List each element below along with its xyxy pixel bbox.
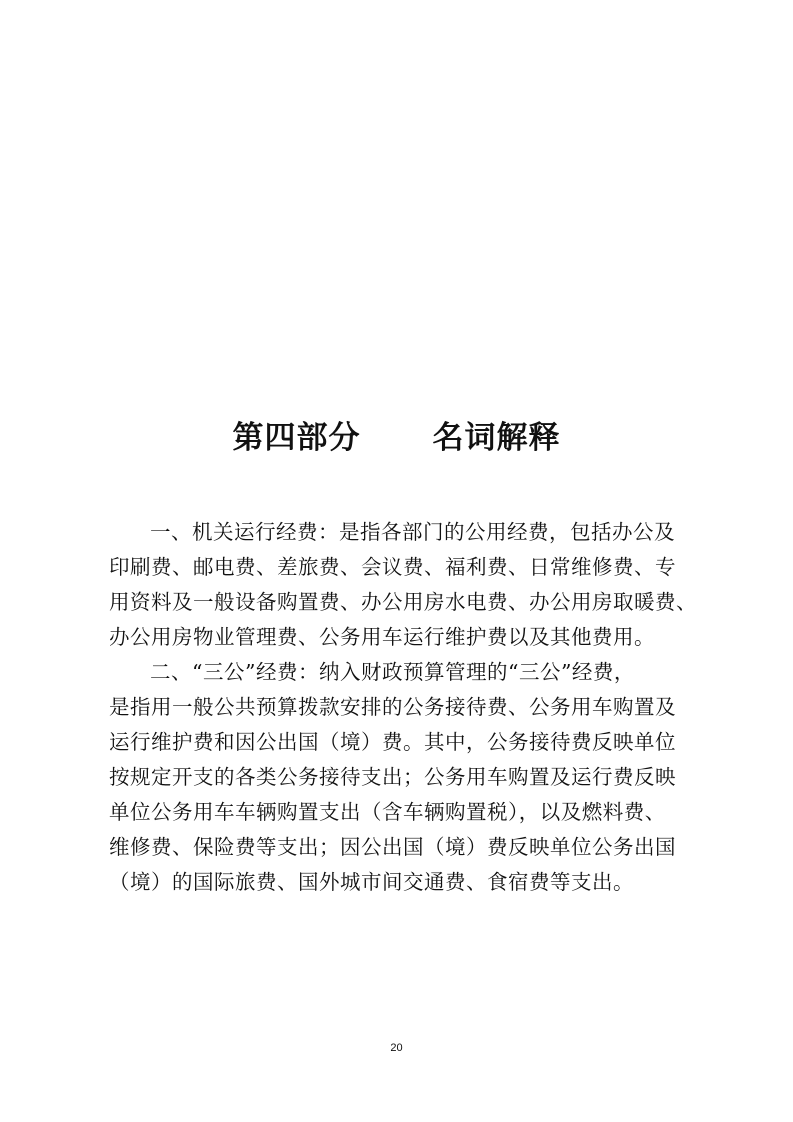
page-number: 20 bbox=[390, 1042, 403, 1054]
section-title bbox=[0, 418, 793, 458]
paragraph-line: 按规定开支的各类公务接待支出；公务用车购置及运行费反映 bbox=[109, 765, 676, 789]
body-text bbox=[109, 515, 697, 900]
paragraph-line: （境）的国际旅费、国外城市间交通费、食宿费等支出。 bbox=[109, 870, 634, 894]
paragraph-line: 维修费、保险费等支出；因公出国（境）费反映单位公务出国 bbox=[109, 835, 676, 859]
paragraph-line: 印刷费、邮电费、差旅费、会议费、福利费、日常维修费、专 bbox=[109, 555, 676, 579]
paragraph-line: 运行维护费和因公出国（境）费。其中，公务接待费反映单位 bbox=[109, 730, 676, 754]
paragraph-three-public-expenses bbox=[109, 655, 687, 900]
section-title-name: 名词解释 bbox=[432, 420, 561, 456]
paragraph-line: 办公用房物业管理费、公务用车运行维护费以及其他费用。 bbox=[109, 625, 655, 649]
paragraph-line: 单位公务用车车辆购置支出（含车辆购置税），以及燃料费、 bbox=[109, 800, 666, 824]
paragraph-line: 用资料及一般设备购置费、办公用房水电费、办公用房取暖费、 bbox=[109, 590, 697, 614]
paragraph-line: 二、“三公”经费：纳入财政预算管理的“三公”经费， bbox=[150, 660, 635, 684]
section-title-part: 第四部分 bbox=[232, 420, 361, 456]
paragraph-line: 是指用一般公共预算拨款安排的公务接待费、公务用车购置及 bbox=[109, 695, 676, 719]
paragraph-administrative-expenses bbox=[109, 515, 697, 655]
paragraph-line: 一、机关运行经费：是指各部门的公用经费，包括办公及 bbox=[150, 520, 675, 544]
